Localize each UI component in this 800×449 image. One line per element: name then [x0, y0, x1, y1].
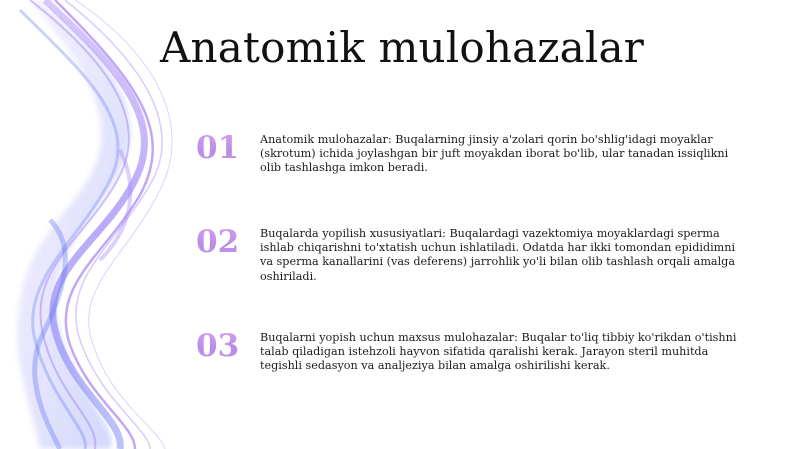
item-text: Anatomik mulohazalar: Buqalarning jinsiy a'zolari qorin bo'shlig'idagi moyaklar (skrotum) ichida joylashgan bir juft moyakdan iborat bo'lib, ular tanadan issiqlikni olib tashlashga imkon beradi. [260, 133, 729, 175]
item-number: 02 [196, 222, 256, 262]
slide-title: Anatomik mulohazalar [160, 23, 645, 72]
item-text: Buqalarda yopilish xususiyatlari: Buqalardagi vazektomiya moyaklardagi sperma ishlab chiqarishni to'xtatish uchun ishlatiladi. Odatda har ikki tomondan epididimni va sperma kanallarini (vas deferens) jarrohlik yo'li bilan olib tashlash orqali amalga oshiriladi. [260, 227, 736, 283]
item-number: 03 [196, 326, 256, 366]
item-number: 01 [196, 128, 256, 168]
item-text: Buqalarni yopish uchun maxsus mulohazalar: Buqalar to'liq tibbiy ko'rikdan o'tishni talab qiladigan istehzoli hayvon sifatida qaralishi kerak. Jarayon steril muhitda tegishli sedasyon va analjeziya bilan amalga oshirilishi kerak. [260, 331, 737, 373]
